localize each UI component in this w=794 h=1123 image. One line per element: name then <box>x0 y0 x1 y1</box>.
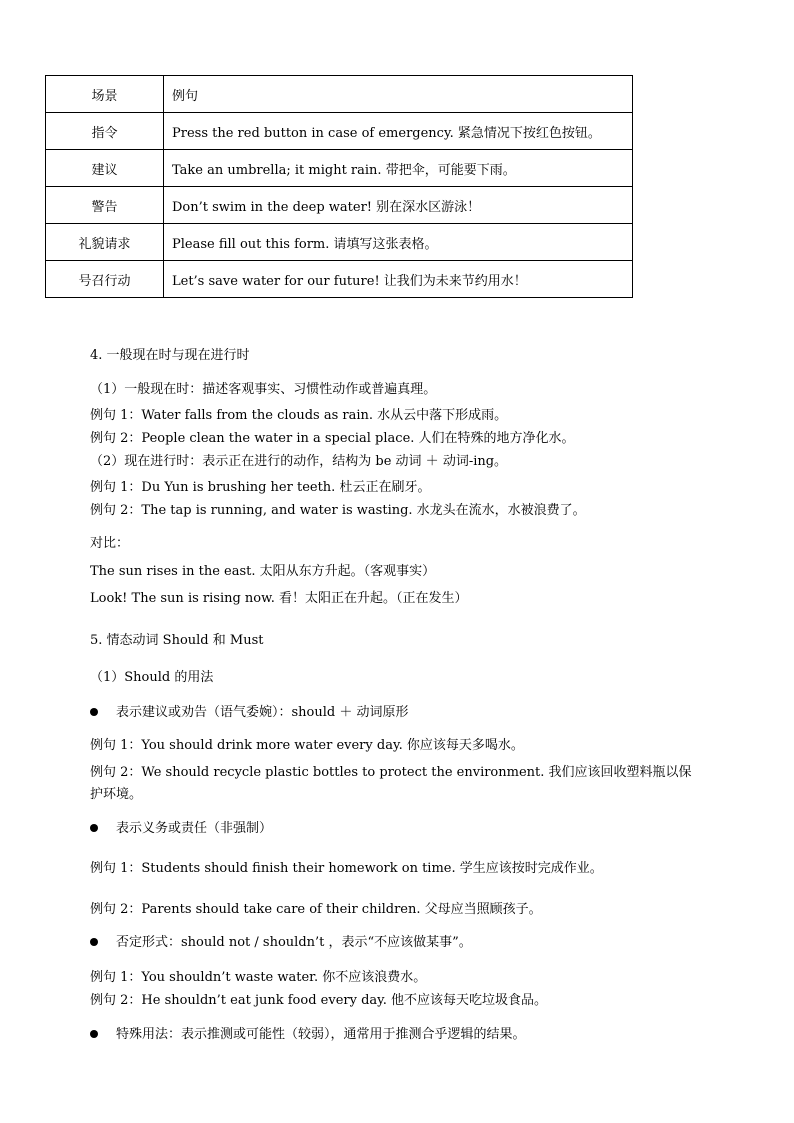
compare-label: 对比： <box>90 536 130 551</box>
table-cell-example: Press the red button in case of emergency. 紧急情况下按红色按钮。 <box>164 113 633 150</box>
example-sentence: 例句 2：We should recycle plastic bottles to protect the environment. 我们应该回收塑料瓶以保护环境。 <box>90 765 692 802</box>
example-sentence: 例句 2：Parents should take care of their children. 父母应当照顾孩子。 <box>90 902 542 917</box>
bullet-item <box>90 1026 526 1044</box>
section-4-title: 4. 一般现在时与现在进行时 <box>90 348 250 363</box>
section-4-subheading-1: （1）一般现在时：描述客观事实、习惯性动作或普遍真理。 <box>90 382 437 397</box>
table-cell-example: Let’s save water for our future! 让我们为未来节约用水！ <box>164 261 633 298</box>
example-sentence: 例句 1：Water falls from the clouds as rain. 水从云中落下形成雨。 <box>90 408 508 423</box>
table-row <box>46 224 633 261</box>
section-5-title: 5. 情态动词 Should 和 Must <box>90 633 264 648</box>
table-header-cell: 例句 <box>164 76 633 113</box>
table-header-cell: 场景 <box>46 76 164 113</box>
table-cell-scene: 建议 <box>46 150 164 187</box>
bullet-item <box>90 704 409 722</box>
table-cell-example: Take an umbrella; it might rain. 带把伞，可能要下雨。 <box>164 150 633 187</box>
example-sentence: 例句 2：People clean the water in a special place. 人们在特殊的地方净化水。 <box>90 431 575 446</box>
bullet-item <box>90 934 472 952</box>
table-row <box>46 261 633 298</box>
example-sentence: 例句 1：You should drink more water every day. 你应该每天多喝水。 <box>90 738 524 753</box>
table-cell-example: Don’t swim in the deep water! 别在深水区游泳！ <box>164 187 633 224</box>
bullet-item <box>90 820 272 838</box>
section-5-subheading-1: （1）Should 的用法 <box>90 670 214 685</box>
table-cell-scene: 礼貌请求 <box>46 224 164 261</box>
table-cell-scene: 号召行动 <box>46 261 164 298</box>
table-cell-scene: 警告 <box>46 187 164 224</box>
bullet-text: 特殊用法：表示推测或可能性（较弱），通常用于推测合乎逻辑的结果。 <box>116 1027 526 1042</box>
bullet-text: 表示义务或责任（非强制） <box>116 821 273 836</box>
table-row <box>46 150 633 187</box>
compare-sentence: Look! The sun is rising now. 看！太阳正在升起。（正在发生） <box>90 591 468 606</box>
bullet-icon <box>90 824 98 832</box>
bullet-icon <box>90 708 98 716</box>
scenario-table <box>45 75 633 298</box>
table-row <box>46 187 633 224</box>
table-cell-example: Please fill out this form. 请填写这张表格。 <box>164 224 633 261</box>
section-4-subheading-2: （2）现在进行时：表示正在进行的动作，结构为 be 动词 ＋ 动词-ing。 <box>90 454 508 469</box>
example-sentence: 例句 2：The tap is running, and water is wasting. 水龙头在流水，水被浪费了。 <box>90 503 586 518</box>
bullet-text: 否定形式：should not / shouldn’t ，表示“不应该做某事”。 <box>116 935 472 950</box>
example-sentence: 例句 2：He shouldn’t eat junk food every day. 他不应该每天吃垃圾食品。 <box>90 993 548 1008</box>
table-header-row <box>46 76 633 113</box>
example-sentence: 例句 1：Students should finish their homework on time. 学生应该按时完成作业。 <box>90 861 603 876</box>
table-row <box>46 113 633 150</box>
example-sentence: 例句 1：Du Yun is brushing her teeth. 杜云正在刷牙。 <box>90 480 431 495</box>
bullet-icon <box>90 1030 98 1038</box>
table-cell-scene: 指令 <box>46 113 164 150</box>
bullet-icon <box>90 938 98 946</box>
compare-sentence: The sun rises in the east. 太阳从东方升起。（客观事实） <box>90 564 436 579</box>
bullet-text: 表示建议或劝告（语气委婉）：should ＋ 动词原形 <box>116 705 409 720</box>
example-sentence: 例句 1：You shouldn’t waste water. 你不应该浪费水。 <box>90 970 427 985</box>
